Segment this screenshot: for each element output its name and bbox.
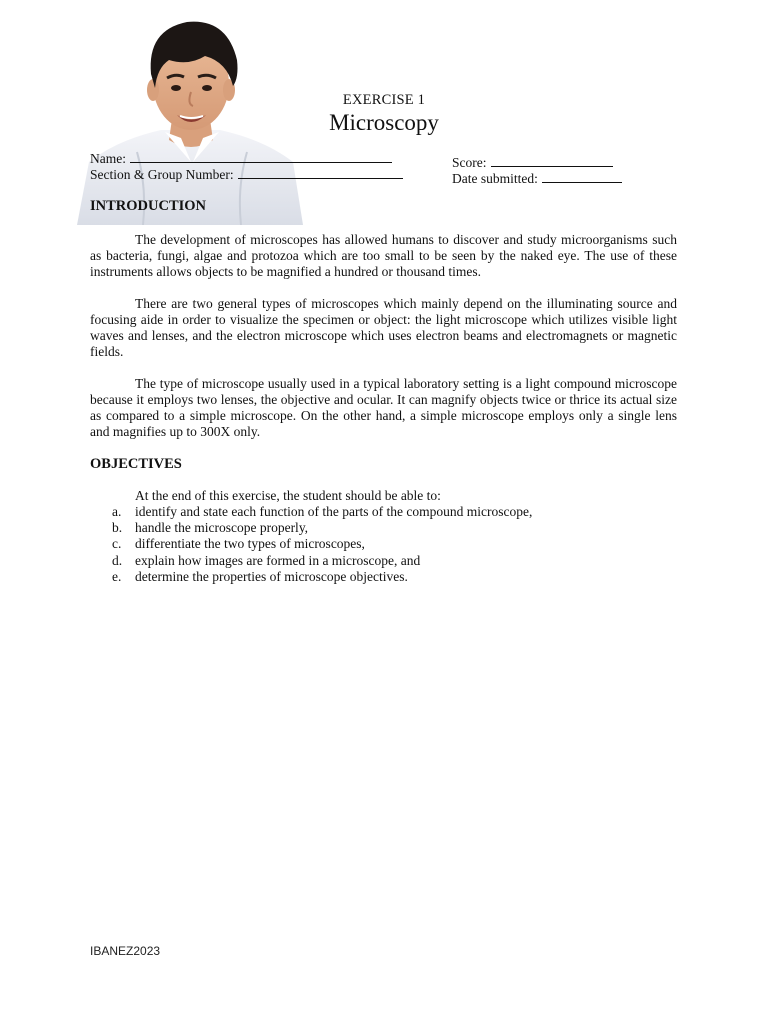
list-item-text: explain how images are formed in a microscope, and [135, 552, 421, 568]
exercise-label: EXERCISE 1 [342, 92, 426, 108]
list-item-text: handle the microscope properly, [135, 520, 309, 536]
score-line[interactable] [491, 153, 613, 167]
intro-paragraph-2: There are two general types of microscopes which mainly depend on the illuminating source and focusing aide in order to visualize the specimen or object: the light microscope which utilizes visible light waves and lenses, and the electron microscope which uses electron beams and electromagnets or magnetic fields. [90, 296, 677, 359]
list-item-text: identify and state each function of the parts of the compound microscope, [135, 504, 533, 519]
list-item-text: differentiate the two types of microscopes, [135, 536, 365, 552]
objectives-intro: At the end of this exercise, the student should be able to: [135, 488, 441, 503]
date-submitted-line[interactable] [542, 169, 622, 183]
list-marker: a. [112, 504, 122, 519]
name-label: Name: [90, 151, 126, 166]
list-item [112, 536, 532, 552]
footer-watermark: IBANEZ2023 [90, 944, 161, 958]
score-label: Score: [452, 155, 487, 170]
list-marker: d. [112, 552, 123, 568]
list-item [112, 569, 532, 585]
objectives-list [112, 504, 532, 585]
list-marker: e. [112, 568, 122, 584]
section-group-field[interactable] [90, 165, 403, 183]
date-submitted-label: Date submitted: [452, 171, 538, 186]
list-marker: b. [112, 520, 123, 536]
name-line[interactable] [130, 149, 392, 163]
list-marker: c. [112, 536, 122, 552]
section-group-label: Section & Group Number: [90, 167, 234, 182]
objectives-heading: OBJECTIVES [90, 456, 182, 472]
list-item [112, 553, 532, 569]
intro-paragraph-1: The development of microscopes has allowed humans to discover and study microorganisms such as bacteria, fungi, algae and protozoa which are too small to be seen by the naked eye. The use of these instruments allows objects to be magnified a hundred or thousand times. [90, 232, 677, 279]
introduction-heading: INTRODUCTION [90, 198, 207, 214]
list-item [112, 504, 532, 520]
section-group-line[interactable] [238, 165, 403, 179]
list-item [112, 520, 532, 536]
list-item-text: determine the properties of microscope objectives. [135, 568, 408, 584]
intro-paragraph-3: The type of microscope usually used in a typical laboratory setting is a light compound microscope because it employs two lenses, the objective and ocular. It can magnify objects twice or thrice its actual size as compared to a simple microscope. On the other hand, a simple microscope employs only a single lens and magnifies up to 300X only. [90, 376, 677, 439]
page-title: Microscopy [329, 110, 439, 135]
date-submitted-field[interactable] [452, 169, 622, 187]
